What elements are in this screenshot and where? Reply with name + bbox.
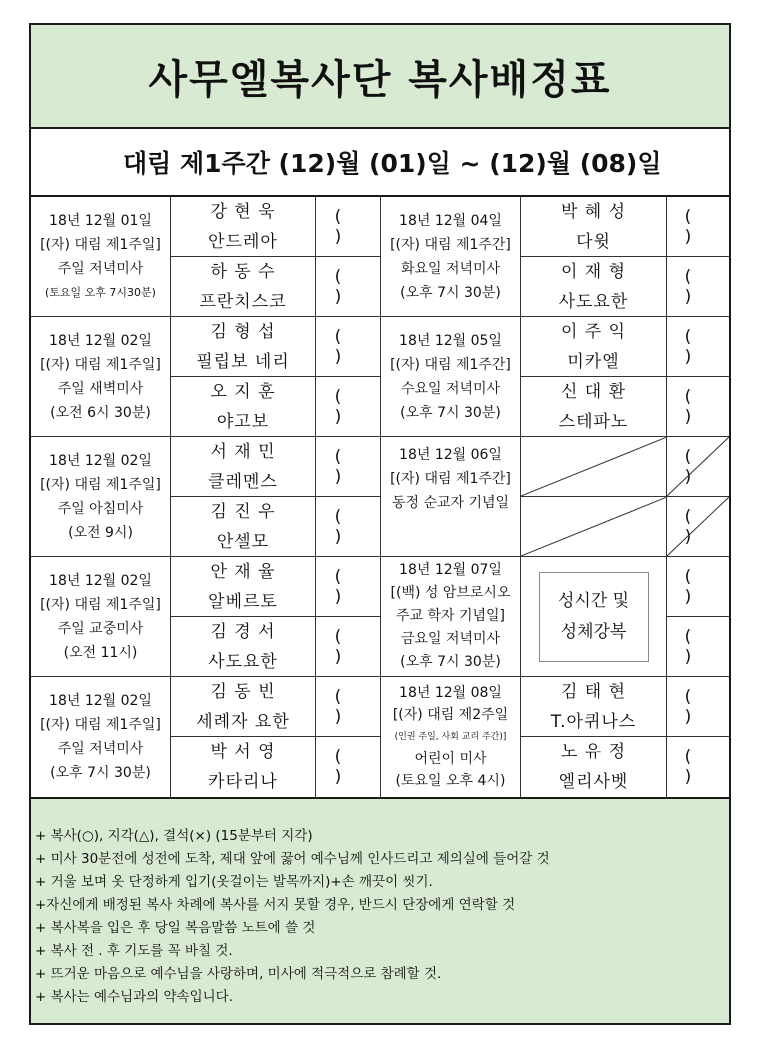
mass-date: 18년 12월 02일 <box>49 452 152 469</box>
mass-name: 주일 저녁미사 <box>57 741 144 757</box>
baptismal-name: 프란치스코 <box>199 291 287 312</box>
mass-name: 주일 아침미사 <box>57 500 144 517</box>
adoration-note: 성시간 및 성체강복 <box>539 572 649 662</box>
baptismal-name: 다윗 <box>576 231 611 252</box>
attendance-mark[interactable]: ( ) <box>667 497 729 557</box>
server-name: 김 진 우 <box>210 501 276 522</box>
mass-name: 동정 순교자 기념일 <box>391 495 510 511</box>
baptismal-name: 야고보 <box>216 411 270 432</box>
mass-time: (오후 7시 30분) <box>50 765 151 781</box>
mass-info <box>381 557 521 677</box>
attendance-mark[interactable]: ( ) <box>316 677 381 737</box>
mass-time: (오후 7시 30분) <box>400 654 501 670</box>
server-cell <box>171 317 316 377</box>
mass-time: (오후 7시 30분) <box>400 284 501 301</box>
attendance-mark[interactable]: ( ) <box>667 197 729 257</box>
slash-mark <box>521 497 667 557</box>
attendance-mark[interactable]: ( ) <box>684 747 712 787</box>
attendance-mark[interactable]: ( ) <box>316 437 381 497</box>
server-cell <box>171 557 316 617</box>
server-cell <box>171 737 316 797</box>
mass-time: (오전 9시) <box>68 524 133 541</box>
server-cell <box>171 377 316 437</box>
baptismal-name: 클레멘스 <box>208 471 278 492</box>
server-name: 오 지 훈 <box>210 381 276 402</box>
mass-name: 주일 새벽미사 <box>57 380 144 397</box>
server-name: 안 재 율 <box>210 561 276 582</box>
mass-date: 18년 12월 07일 <box>399 562 502 578</box>
baptismal-name: 알베르토 <box>208 591 278 612</box>
baptismal-name: 세례자 요한 <box>196 711 290 732</box>
mass-name: 어린이 미사 <box>414 751 487 767</box>
attendance-mark[interactable]: ( ) <box>667 557 729 617</box>
feast-name: 주교 학자 기념일] <box>395 608 506 624</box>
attendance-mark[interactable]: ( ) <box>667 437 729 497</box>
attendance-mark[interactable]: ( ) <box>316 617 381 677</box>
empty-server-cell <box>521 437 667 497</box>
mass-info <box>31 677 171 797</box>
mass-name: 주일 저녁미사 <box>57 260 144 277</box>
mass-date: 18년 12월 05일 <box>399 332 502 349</box>
mass-time: (오전 11시) <box>63 644 138 661</box>
liturgical-week: [(자) 대림 제2주일 <box>392 707 509 723</box>
note-line: + 미사 30분전에 성전에 도착, 제대 앞에 꿇어 예수님께 인사드리고 제의실에 들어갈 것 <box>35 851 550 867</box>
attendance-mark[interactable]: ( ) <box>667 677 729 737</box>
slash-mark <box>521 437 667 497</box>
baptismal-name: T.아퀴나스 <box>550 711 637 732</box>
baptismal-name: 안셀모 <box>216 531 270 552</box>
server-name: 김 경 서 <box>210 621 276 642</box>
server-cell <box>171 437 316 497</box>
attendance-mark[interactable]: ( ) <box>316 197 381 257</box>
server-name: 김 태 현 <box>560 681 627 702</box>
mass-date: 18년 12월 06일 <box>399 447 502 463</box>
attendance-mark[interactable]: ( ) <box>316 557 381 617</box>
special-event-cell <box>521 557 667 677</box>
baptismal-name: 엘리사벳 <box>558 772 629 792</box>
note-line: + 복사는 예수님과의 약속입니다. <box>35 989 234 1005</box>
server-name: 박 혜 성 <box>560 201 627 222</box>
mass-name: 화요일 저녁미사 <box>400 260 501 277</box>
server-name: 이 주 익 <box>560 321 627 342</box>
mass-date: 18년 12월 08일 <box>399 685 502 701</box>
week-note: (인권 주일, 사회 교리 주간)] <box>394 732 507 742</box>
mass-name: 주일 교중미사 <box>57 620 144 637</box>
rules-notes <box>31 797 729 1023</box>
mass-info <box>31 317 171 437</box>
attendance-mark[interactable]: ( ) <box>667 617 729 677</box>
attendance-mark[interactable]: ( ) <box>667 317 729 377</box>
slash-mark <box>667 497 729 557</box>
attendance-mark[interactable]: ( ) <box>316 257 381 317</box>
server-cell <box>521 197 667 257</box>
baptismal-name: 안드레아 <box>208 231 278 252</box>
note-line: + 복사복을 입은 후 당일 복음말씀 노트에 쓸 것 <box>35 920 316 936</box>
note-line: +자신에게 배정된 복사 차례에 복사를 서지 못할 경우, 반드시 단장에게 연락할 것 <box>35 897 516 913</box>
server-cell <box>521 377 667 437</box>
mass-info <box>31 197 171 317</box>
liturgical-week: [(자) 대림 제1주일] <box>40 356 161 373</box>
slash-mark <box>667 437 729 497</box>
mass-date: 18년 12월 02일 <box>49 332 152 349</box>
mass-info <box>381 437 521 557</box>
liturgical-week: [(자) 대림 제1주간] <box>390 356 511 373</box>
schedule-grid <box>31 197 729 797</box>
attendance-mark[interactable]: ( ) <box>316 377 381 437</box>
server-name: 김 동 빈 <box>210 681 276 702</box>
note-line: + 뜨거운 마음으로 예수님을 사랑하며, 미사에 적극적으로 참례할 것. <box>35 966 442 982</box>
baptismal-name: 미카엘 <box>567 351 620 372</box>
empty-server-cell <box>521 497 667 557</box>
mass-date: 18년 12월 02일 <box>49 572 152 589</box>
mass-date: 18년 12월 04일 <box>399 212 502 229</box>
baptismal-name: 필립보 네리 <box>196 351 290 372</box>
mass-date: 18년 12월 01일 <box>49 212 152 229</box>
liturgical-week: [(자) 대림 제1주일] <box>40 596 161 613</box>
mass-info <box>31 437 171 557</box>
server-cell <box>171 257 316 317</box>
attendance-mark[interactable]: ( ) <box>667 377 729 437</box>
assignment-sheet <box>29 23 731 1025</box>
baptismal-name: 스테파노 <box>558 411 629 432</box>
page-title: 사무엘복사단 복사배정표 <box>31 25 729 129</box>
server-name: 하 동 수 <box>210 261 276 282</box>
liturgical-week: [(자) 대림 제1주일] <box>40 717 161 733</box>
liturgical-week: [(자) 대림 제1주일] <box>40 236 161 253</box>
mass-info <box>381 317 521 437</box>
server-cell <box>521 737 667 797</box>
mass-info <box>381 677 521 797</box>
liturgical-week: [(백) 성 암브로시오 <box>390 585 511 601</box>
attendance-mark[interactable]: ( ) <box>316 317 381 377</box>
mass-name: 금요일 저녁미사 <box>400 631 501 647</box>
server-name: 노 유 정 <box>560 742 627 762</box>
baptismal-name: 사도요한 <box>208 651 278 672</box>
liturgical-week: [(자) 대림 제1주간] <box>390 236 511 253</box>
server-name: 강 현 욱 <box>210 201 276 222</box>
server-cell <box>171 197 316 257</box>
server-name: 김 형 섭 <box>210 321 276 342</box>
mass-time: (토요일 오후 4시) <box>395 773 506 789</box>
server-name: 신 대 환 <box>560 381 627 402</box>
attendance-mark[interactable]: ( ) <box>316 497 381 557</box>
server-cell <box>171 617 316 677</box>
mass-info <box>381 197 521 317</box>
note-line: + 복사 전 . 후 기도를 꼭 바칠 것. <box>35 943 233 959</box>
server-cell <box>171 677 316 737</box>
server-cell <box>521 677 667 737</box>
server-cell <box>171 497 316 557</box>
baptismal-name: 사도요한 <box>558 291 629 312</box>
server-cell <box>521 257 667 317</box>
attendance-mark[interactable]: ( ) <box>667 257 729 317</box>
server-name: 이 재 형 <box>560 261 627 282</box>
note-line: + 복사(○), 지각(△), 결석(×) (15분부터 지각) <box>35 828 313 844</box>
note-line: + 거울 보며 옷 단정하게 입기(옷걸이는 발목까지)+손 깨끗이 씻기. <box>35 874 433 890</box>
mass-info <box>31 557 171 677</box>
attendance-mark[interactable]: ( ) <box>316 737 381 797</box>
mass-time: (토요일 오후 7시30분) <box>45 285 156 299</box>
mass-date: 18년 12월 02일 <box>49 693 152 709</box>
baptismal-name: 카타리나 <box>208 772 278 792</box>
mass-time: (오후 7시 30분) <box>400 404 501 421</box>
liturgical-week: [(자) 대림 제1주간] <box>390 471 511 487</box>
server-cell <box>521 317 667 377</box>
server-name: 서 재 민 <box>210 441 276 462</box>
mass-name: 수요일 저녁미사 <box>400 380 501 397</box>
server-name: 박 서 영 <box>210 742 276 762</box>
liturgical-week: [(자) 대림 제1주일] <box>40 476 161 493</box>
mass-time: (오전 6시 30분) <box>50 404 151 421</box>
week-range: 대림 제1주간 (12)월 (01)일 ~ (12)월 (08)일 <box>31 129 729 197</box>
